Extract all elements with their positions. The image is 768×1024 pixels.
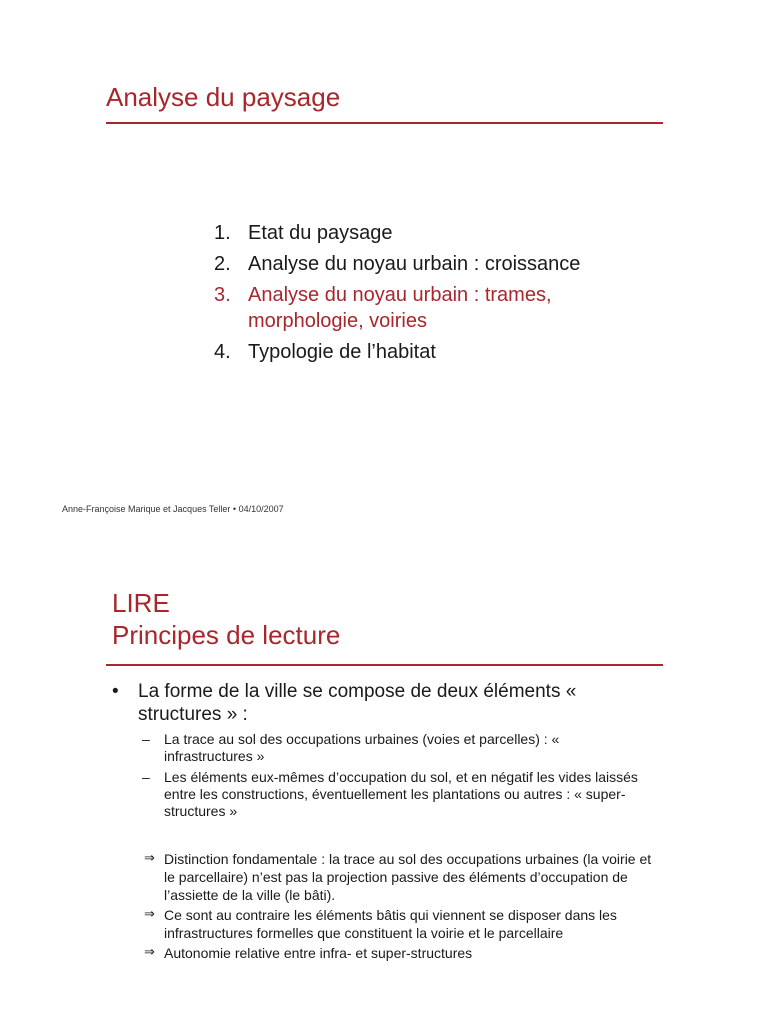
agenda-item-number: 2. [214, 253, 231, 275]
agenda-list [214, 220, 608, 370]
arrow-list [144, 850, 664, 964]
agenda-item-current [214, 282, 608, 334]
implies-arrow-icon: ⇒ [144, 907, 155, 922]
arrow-item [144, 944, 664, 962]
arrow-item-text: Distinction fondamentale : la trace au sol des occupations urbaines (la voirie et le parcellaire) n’est pas la projection passive des éléments d’occupation de l’assiette de la ville (le bâti). [164, 851, 652, 903]
slide2-title [112, 587, 340, 651]
agenda-item-text: Analyse du noyau urbain : croissance [248, 253, 581, 275]
dash-icon: – [142, 731, 150, 747]
slide1-footer: Anne-Françoise Marique et Jacques Teller • 04/10/2007 [62, 504, 284, 514]
arrow-item [144, 906, 664, 942]
agenda-item [214, 220, 608, 246]
slide1-title: Analyse du paysage [106, 82, 341, 112]
slide2-title-line2: Principes de lecture [112, 620, 341, 650]
arrow-item-text: Autonomie relative entre infra- et super-structures [164, 945, 473, 961]
agenda-item-text: Typologie de l’habitat [248, 341, 436, 363]
agenda-item-number: 4. [214, 341, 231, 363]
bullet-icon: • [112, 681, 119, 702]
agenda-item-text: Analyse du noyau urbain : trames, morphologie, voiries [248, 284, 552, 332]
agenda-item [214, 251, 608, 277]
sub-bullet-text: Les éléments eux-mêmes d’occupation du sol, et en négatif les vides laissés entre les constructions, éventuellement les plantations ou autres : « super-structures » [164, 769, 638, 819]
slide2-title-rule [106, 664, 663, 666]
agenda-item-number: 3. [214, 284, 231, 306]
sub-bullet-text: La trace au sol des occupations urbaines (voies et parcelles) : « infrastructures » [164, 731, 560, 764]
main-bullet [112, 680, 652, 726]
implies-arrow-icon: ⇒ [144, 851, 155, 866]
agenda-item [214, 339, 608, 365]
arrow-item [144, 850, 664, 904]
sub-bullet-item [142, 769, 642, 820]
slide1-title-rule [106, 122, 663, 124]
sub-bullet-item [142, 731, 642, 765]
main-bullet-text: La forme de la ville se compose de deux éléments « structures » : [138, 681, 577, 725]
agenda-item-number: 1. [214, 222, 231, 244]
implies-arrow-icon: ⇒ [144, 945, 155, 960]
dash-icon: – [142, 769, 150, 785]
sub-bullet-list [142, 731, 642, 824]
slide2-title-line1: LIRE [112, 588, 170, 618]
arrow-item-text: Ce sont au contraire les éléments bâtis qui viennent se disposer dans les infrastructures formelles que constituent la voirie et le parcellaire [164, 907, 617, 941]
agenda-item-text: Etat du paysage [248, 222, 393, 244]
